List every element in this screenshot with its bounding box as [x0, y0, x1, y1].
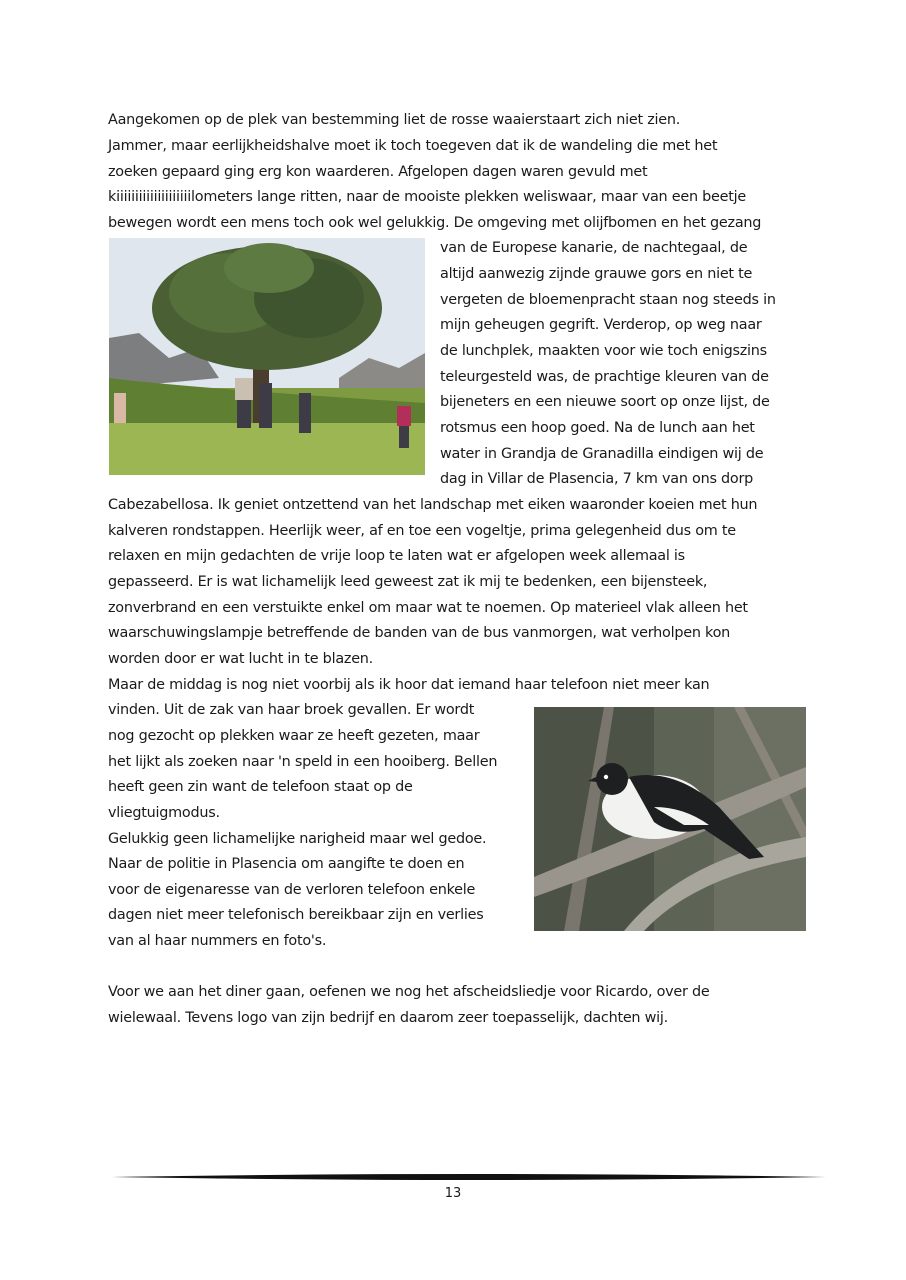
text-line: van de Europese kanarie, de nachtegaal, de: [440, 240, 748, 256]
text-line: van al haar nummers en foto's.: [108, 933, 327, 949]
text-line: de lunchplek, maakten voor wie toch enigszins: [440, 343, 767, 359]
text-line: bijeneters en een nieuwe soort op onze lijst, de: [440, 394, 770, 410]
text-line: waarschuwingslampje betreffende de banden van de bus vanmorgen, wat verholpen kon: [108, 625, 731, 641]
text-line: zonverbrand en een verstuikte enkel om maar wat te noemen. Op materieel vlak alleen het: [108, 600, 748, 616]
text-line: kiiiiiiiiiiiiiiiiiiiilometers lange ritten, naar de mooiste plekken weliswaar, maar van een beetje: [108, 189, 746, 205]
hikers-under-tree-photo: [109, 238, 425, 475]
text-line: water in Grandja de Granadilla eindigen wij de: [440, 446, 764, 462]
text-line: zoeken gepaard ging erg kon waarderen. Afgelopen dagen waren gevuld met: [108, 164, 648, 180]
text-line: Jammer, maar eerlijkheidshalve moet ik toch toegeven dat ik de wandeling die met het: [108, 138, 718, 154]
text-line: bewegen wordt een mens toch ook wel gelukkig. De omgeving met olijfbomen en het gezang: [108, 215, 762, 231]
text-line: wielewaal. Tevens logo van zijn bedrijf en daarom zeer toepasselijk, dachten wij.: [108, 1010, 668, 1026]
text-line: vliegtuigmodus.: [108, 805, 220, 821]
text-line: het lijkt als zoeken naar 'n speld in een hooiberg. Bellen: [108, 754, 498, 770]
text-line: Maar de middag is nog niet voorbij als ik hoor dat iemand haar telefoon niet meer kan: [108, 677, 710, 693]
text-line: worden door er wat lucht in te blazen.: [108, 651, 373, 667]
text-line: Cabezabellosa. Ik geniet ontzettend van het landschap met eiken waaronder koeien met hun: [108, 497, 758, 513]
text-line: vinden. Uit de zak van haar broek gevallen. Er wordt: [108, 702, 475, 718]
footer-divider: [112, 1170, 826, 1184]
text-line: rotsmus een hoop goed. Na de lunch aan het: [440, 420, 755, 436]
text-line: Gelukkig geen lichamelijke narigheid maar wel gedoe.: [108, 831, 487, 847]
text-line: Naar de politie in Plasencia om aangifte te doen en: [108, 856, 465, 872]
text-line: gepasseerd. Er is wat lichamelijk leed geweest zat ik mij te bedenken, een bijensteek,: [108, 574, 708, 590]
text-line: altijd aanwezig zijnde grauwe gors en niet te: [440, 266, 753, 282]
text-line: teleurgesteld was, de prachtige kleuren van de: [440, 369, 769, 385]
text-line: heeft geen zin want de telefoon staat op de: [108, 779, 413, 795]
text-line: dagen niet meer telefonisch bereikbaar zijn en verlies: [108, 907, 484, 923]
flycatcher-bird-photo: [534, 707, 806, 931]
text-line: mijn geheugen gegrift. Verderop, op weg naar: [440, 317, 762, 333]
text-line: vergeten de bloemenpracht staan nog steeds in: [440, 292, 776, 308]
text-line: nog gezocht op plekken waar ze heeft gezeten, maar: [108, 728, 480, 744]
text-line: kalveren rondstappen. Heerlijk weer, af en toe een vogeltje, prima gelegenheid dus om te: [108, 523, 736, 539]
text-line: relaxen en mijn gedachten de vrije loop te laten wat er afgelopen week allemaal is: [108, 548, 685, 564]
text-line: voor de eigenaresse van de verloren telefoon enkele: [108, 882, 476, 898]
text-line: Voor we aan het diner gaan, oefenen we nog het afscheidsliedje voor Ricardo, over de: [108, 984, 710, 1000]
page-number: 13: [444, 1186, 462, 1201]
text-line: dag in Villar de Plasencia, 7 km van ons dorp: [440, 471, 754, 487]
text-line: Aangekomen op de plek van bestemming liet de rosse waaierstaart zich niet zien.: [108, 112, 681, 128]
